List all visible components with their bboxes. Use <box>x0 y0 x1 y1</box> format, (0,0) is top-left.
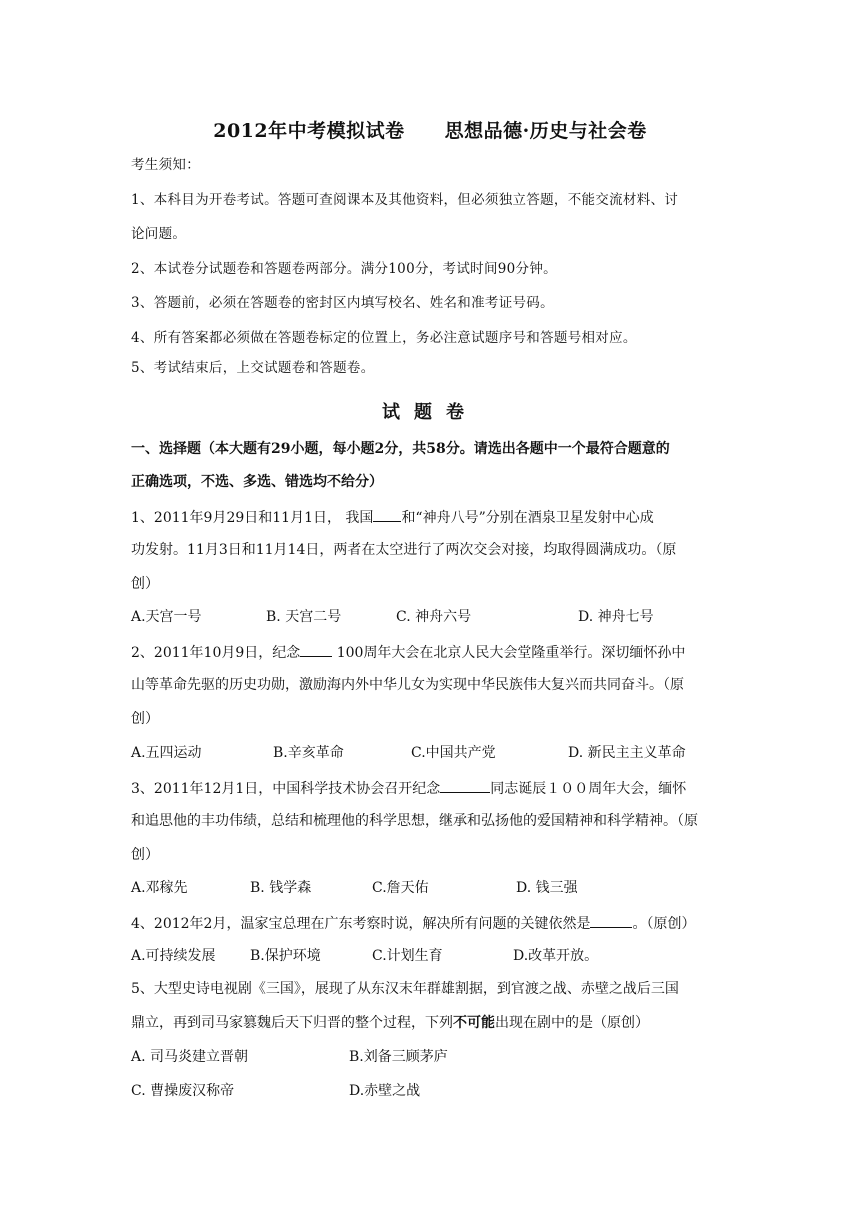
question-5-line: 5、大型史诗电视剧《三国》，展现了从东汉末年群雄割据，到官渡之战、赤壁之战后三国 <box>131 981 679 997</box>
question-4-option-d: D.改革开放。 <box>513 948 599 964</box>
title-exam-name: 2012年中考模拟试卷 <box>213 120 405 142</box>
page-title <box>0 116 860 143</box>
part-one-instructions-cont: 正确选项，不选、多选、错选均不给分） <box>131 474 383 490</box>
question-4-option-c: C.计划生育 <box>372 948 443 964</box>
answer-blank <box>590 912 632 928</box>
question-1-line: 功发射。11月3日和11月14日，两者在太空进行了两次交会对接，均取得圆满成功。（原 <box>131 542 677 558</box>
question-3-option-d: D. 钱三强 <box>516 880 578 896</box>
notice-heading: 考生须知： <box>131 157 200 173</box>
notice-item: 1、本科目为开卷考试。答题可查阅课本及其他资料，但必须独立答题，不能交流材料、讨 <box>131 192 679 208</box>
emphasis-text: 不可能 <box>453 1015 495 1031</box>
notice-item: 4、所有答案都必须做在答题卷标定的位置上，务必注意试题序号和答题号相对应。 <box>131 330 637 346</box>
question-1-option-c: C. 神舟六号 <box>396 609 472 625</box>
question-5-option-a: A. 司马炎建立晋朝 <box>131 1049 249 1065</box>
section-title: 试题卷 <box>382 402 478 423</box>
answer-blank <box>300 641 332 657</box>
title-subject: 思想品德·历史与社会卷 <box>444 120 647 142</box>
question-2-option-d: D. 新民主主义革命 <box>568 745 686 761</box>
question-3-option-a: A.邓稼先 <box>131 880 188 896</box>
part-one-instructions: 一、选择题（本大题有29小题，每小题2分，共58分。请选出各题中一个最符合题意的 <box>131 441 670 457</box>
question-4-option-b: B.保护环境 <box>250 948 321 964</box>
question-2-option-c: C.中国共产党 <box>411 745 496 761</box>
question-5-option-c: C. 曹操废汉称帝 <box>131 1083 235 1099</box>
question-1-line: 1、2011年9月29日和11月1日， 我国 和“神舟八号”分别在酒泉卫星发射中心成 <box>131 506 654 528</box>
answer-blank <box>440 777 490 793</box>
question-1-line: 创） <box>131 576 159 592</box>
question-2-line: 创） <box>131 711 159 727</box>
notice-item: 论问题。 <box>131 226 187 242</box>
question-1-option-d: D. 神舟七号 <box>578 609 654 625</box>
question-1-option-a: A.天宫一号 <box>131 609 202 625</box>
question-3-line: 3、2011年12月1日，中国科学技术协会召开纪念 同志诞辰１００周年大会，缅怀 <box>131 777 686 799</box>
notice-item: 5、考试结束后，上交试题卷和答题卷。 <box>131 360 375 376</box>
question-5-line: 鼎立，再到司马家篡魏后天下归晋的整个过程，下列不可能出现在剧中的是（原创） <box>131 1015 649 1031</box>
question-4-option-a: A.可持续发展 <box>131 948 216 964</box>
question-2-line: 山等革命先驱的历史功勋，激励海内外中华儿女为实现中华民族伟大复兴而共同奋斗。（原 <box>131 677 684 693</box>
question-4-line: 4、2012年2月，温家宝总理在广东考察时说，解决所有问题的关键依然是 。（原创） <box>131 912 695 934</box>
question-2-line: 2、2011年10月9日，纪念 100周年大会在北京人民大会堂隆重举行。深切缅怀孙中 <box>131 641 685 663</box>
question-3-option-c: C.詹天佑 <box>372 880 429 896</box>
notice-item: 3、答题前，必须在答题卷的密封区内填写校名、姓名和准考证号码。 <box>131 295 554 311</box>
question-3-line: 和追思他的丰功伟绩，总结和梳理他的科学思想，继承和弘扬他的爱国精神和科学精神。（原 <box>131 813 698 829</box>
question-3-option-b: B. 钱学森 <box>250 880 312 896</box>
question-1-option-b: B. 天宫二号 <box>266 609 342 625</box>
question-2-option-a: A.五四运动 <box>131 745 202 761</box>
notice-item: 2、本试卷分试题卷和答题卷两部分。满分100分，考试时间90分钟。 <box>131 261 557 277</box>
answer-blank <box>373 506 401 522</box>
question-3-line: 创） <box>131 847 159 863</box>
question-5-option-b: B.刘备三顾茅庐 <box>349 1049 448 1065</box>
question-5-option-d: D.赤壁之战 <box>349 1083 421 1099</box>
question-2-option-b: B.辛亥革命 <box>273 745 344 761</box>
